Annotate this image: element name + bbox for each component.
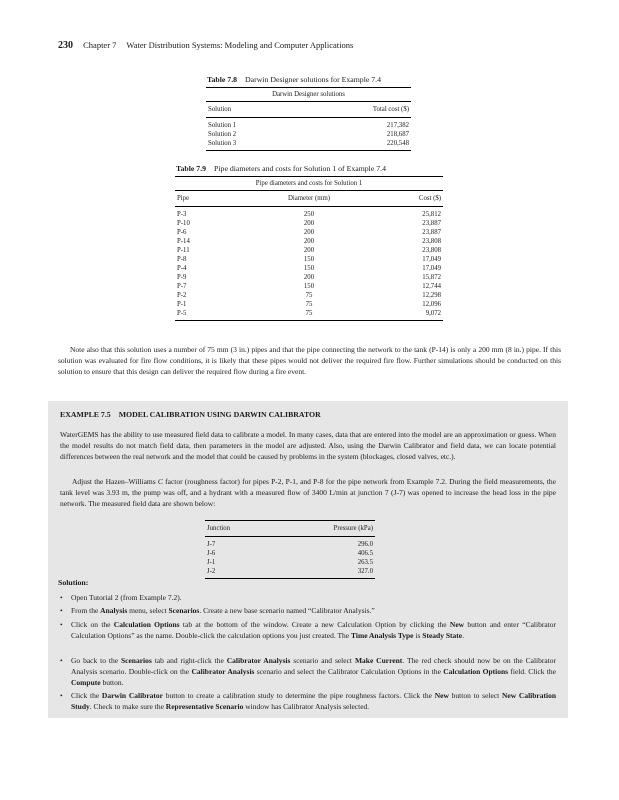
paragraph-text: factor (roughness factor) for pipes P-2, P-1, and P-8 for the pipe network from Example 7.2. During the field measurements, the tank level was 3.93 m, the pump was off, and a hydrant with a measured flow of 3400 L/min at junction 7 (J-7) was opened to increase the head loss in the pipe network. The measured field data are shown below: (60, 477, 556, 508)
step-text: Go back to the (71, 656, 121, 665)
table-row (175, 300, 443, 309)
table-cell: 263.5 (357, 559, 373, 566)
table-cell: P-5 (175, 309, 249, 321)
column-header: Total cost ($) (297, 102, 411, 118)
table-cell: 150 (303, 256, 315, 263)
table-7-9-caption (176, 164, 386, 173)
table-cell: 12,744 (422, 283, 441, 290)
table-row (175, 207, 443, 220)
table-cell: P-3 (177, 211, 187, 218)
table-cell: 25,812 (422, 211, 441, 218)
table-row (175, 282, 443, 291)
column-header: Pressure (kPa) (270, 521, 375, 537)
table-cell: 218,687 (386, 131, 409, 138)
running-head (58, 40, 353, 51)
table-row (206, 118, 411, 131)
bullet: • (60, 606, 63, 615)
table-cell: 75 (305, 292, 313, 299)
table-cell: P-2 (177, 292, 187, 299)
table-cell: 75 (249, 309, 369, 321)
step-text: button and enter “Calibrator Calculation Options” as the name. Double-click the calculation options you just created. The (71, 620, 556, 640)
table-row (175, 273, 443, 282)
table-cell: 23,808 (422, 238, 441, 245)
bullet: • (60, 656, 63, 665)
ui-term: Scenarios (168, 606, 200, 615)
step-text: scenario and select the Calibrator Calculation Options in the (254, 666, 444, 676)
ui-term: Steady State (422, 630, 463, 640)
bullet: • (60, 620, 63, 629)
ui-term: Calibrator Analysis (191, 666, 255, 676)
table-label: Table 7.8 (207, 75, 238, 84)
table-cell: 150 (303, 283, 315, 290)
ui-term: Calibrator Analysis (226, 656, 291, 665)
example-paragraph-2 (60, 477, 556, 509)
step-text: button to select (448, 691, 502, 700)
table-cell: P-9 (177, 274, 187, 281)
table-7-8 (206, 87, 411, 151)
table-cell: Solution 1 (208, 122, 237, 129)
ui-term: Calculation Options (113, 620, 180, 629)
table-cell: 23,887 (422, 220, 441, 227)
table-cell: P-7 (177, 283, 187, 290)
ui-term: Make Current (354, 656, 403, 665)
table-cell: 406.5 (357, 550, 373, 557)
table-cell: 200 (303, 274, 315, 281)
example-number: EXAMPLE 7.5 (60, 410, 111, 419)
step-item (60, 606, 556, 617)
table-cell: P-6 (177, 229, 187, 236)
step-item (60, 620, 556, 642)
table-span-header: Darwin Designer solutions (206, 88, 411, 102)
table-row (175, 255, 443, 264)
table-row (175, 246, 443, 255)
example-paragraph-1: WaterGEMS has the ability to use measured field data to calibrate a model. In many cases, data that are entered into the model are an approximation or guess. When the model results do not match field data, then parameters in the model are adjusted. Also, using the Darwin Calibrator and field data, we can locate potential differences between the real network and the model that could be caused by problems in the system (blockages, closed valves, etc.). (60, 430, 556, 461)
paragraph-variable: C (157, 477, 163, 486)
table-cell: 23,887 (422, 229, 441, 236)
table-cell: P-4 (177, 265, 187, 272)
table-cell: 15,872 (422, 274, 441, 281)
table-cell: 23,808 (422, 247, 441, 254)
ui-term: Darwin Calibrator (101, 691, 163, 700)
bullet: • (60, 691, 63, 700)
table-cell: P-14 (177, 238, 190, 245)
table-cell: 200 (303, 238, 315, 245)
running-title: Water Distribution Systems: Modeling and Computer Applications (126, 40, 354, 50)
chapter-label: Chapter 7 (83, 40, 117, 50)
step-text: button. (100, 677, 124, 687)
table-cell: P-10 (177, 220, 190, 227)
step-text: . Check to make sure the (89, 701, 166, 711)
step-text: Click on the (71, 620, 114, 629)
table-7-9 (175, 176, 443, 321)
table-cell: 327.0 (270, 567, 375, 579)
ui-term: Representative Scenario (165, 701, 244, 711)
table-cell: Solution 3 (206, 139, 297, 151)
step-text: scenario and select (290, 656, 355, 665)
column-header: Solution (206, 102, 297, 118)
step-text: tab at the bottom of the window. Create a new Calculation Option by clicking the (179, 620, 450, 629)
table-cell: J-6 (207, 550, 216, 557)
step-text: . (462, 630, 464, 640)
column-header: Pipe (175, 191, 249, 207)
step-text: . The red check should now be on the Calibrator Analysis scenario. Double-click on the (71, 656, 557, 676)
ui-term: New Calibration Study (71, 691, 556, 711)
table-label: Table 7.9 (176, 164, 207, 173)
table-cell: J-2 (205, 567, 270, 579)
step-text: menu, select (127, 606, 169, 615)
step-text: button to create a calibration study to determine the pipe roughness factors. Click the (162, 691, 435, 700)
step-item (60, 691, 556, 713)
table-caption-text: Pipe diameters and costs for Solution 1 of Example 7.4 (214, 164, 386, 173)
step-text: is (413, 630, 423, 640)
table-caption-text: Darwin Designer solutions for Example 7.4 (245, 75, 382, 84)
ui-term: Time Analysis Type (351, 630, 414, 640)
table-cell: J-1 (207, 559, 216, 566)
table-row (205, 558, 375, 567)
table-7-8-caption (207, 75, 381, 84)
table-cell: 217,382 (386, 122, 409, 129)
table-cell: P-11 (177, 247, 190, 254)
step-text: field. Click the (508, 666, 557, 676)
step-text: Click the (71, 691, 102, 700)
table-row (175, 219, 443, 228)
table-cell: P-1 (177, 301, 187, 308)
table-cell: 12,298 (422, 292, 441, 299)
column-header: Junction (205, 521, 270, 537)
table-cell: 9,072 (369, 309, 443, 321)
table-row (206, 130, 411, 139)
table-cell: 12,096 (422, 301, 441, 308)
step-item (60, 656, 556, 688)
table-row (205, 537, 375, 550)
table-row (175, 264, 443, 273)
bullet: • (60, 593, 63, 602)
table-cell: Solution 2 (208, 131, 237, 138)
table-cell: 296.0 (357, 541, 373, 548)
column-header: Diameter (mm) (249, 191, 369, 207)
column-header: Cost ($) (369, 191, 443, 207)
table-cell: P-8 (177, 256, 187, 263)
example-title: MODEL CALIBRATION USING DARWIN CALIBRATOR (118, 410, 321, 419)
table-cell: 200 (303, 247, 315, 254)
table-cell: 220,548 (297, 139, 411, 151)
table-cell: 150 (303, 265, 315, 272)
table-row (175, 291, 443, 300)
step-text: Open Tutorial 2 (from Example 7.2). (71, 593, 182, 602)
step-text: window has Calibrator Analysis selected. (243, 701, 370, 711)
table-cell: 250 (303, 211, 315, 218)
table-cell: J-7 (207, 541, 216, 548)
table-cell: 17,049 (422, 256, 441, 263)
table-row (175, 228, 443, 237)
step-text: tab and right-click the (151, 656, 227, 665)
ui-term: Compute (71, 677, 101, 687)
solution-heading: Solution: (58, 578, 89, 587)
ui-term: Calculation Options (443, 666, 509, 676)
table-row (205, 567, 375, 579)
table-cell: 17,049 (422, 265, 441, 272)
table-cell: 200 (303, 229, 315, 236)
field-data-table (205, 520, 375, 579)
step-text: . Create a new base scenario named “Calibrator Analysis.” (199, 606, 375, 615)
ui-term: New (434, 691, 449, 700)
table-row (205, 549, 375, 558)
paragraph-text: Adjust the Hazen–Williams (72, 477, 158, 486)
table-cell: 75 (305, 301, 313, 308)
ui-term: New (449, 620, 465, 629)
ui-term: Scenarios (120, 656, 152, 665)
step-text: From the (71, 606, 101, 615)
table-span-header: Pipe diameters and costs for Solution 1 (175, 177, 443, 191)
table-cell: 200 (303, 220, 315, 227)
table-row (206, 139, 411, 151)
step-item (60, 593, 556, 604)
note-paragraph: Note also that this solution uses a number of 75 mm (3 in.) pipes and that the pipe connecting the network to the tank (P-14) is only a 200 mm (8 in.) pipe. If this solution was evaluated for fire flow conditions, it is likely that these pipes would not deliver the required fire flow. Further simulations should be conducted on this solution to ensure that this design can deliver the required flow during a fire event. (58, 345, 561, 376)
ui-term: Analysis (100, 606, 128, 615)
table-row (175, 237, 443, 246)
example-heading (60, 410, 329, 419)
table-row (175, 309, 443, 321)
page-number: 230 (58, 40, 73, 51)
